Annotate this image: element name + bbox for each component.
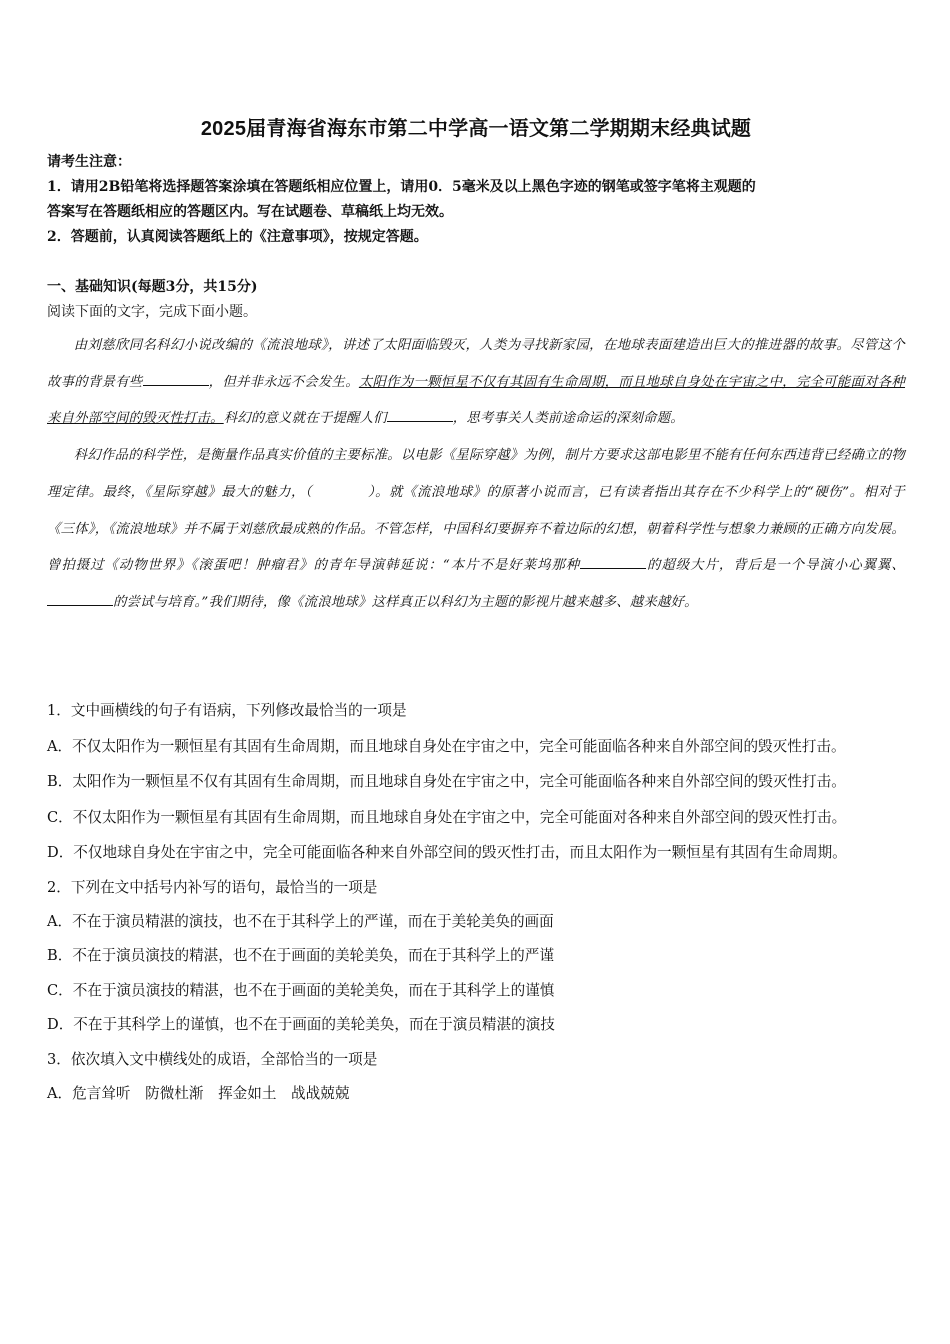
section-title: 一、基础知识(每题3分，共15分) bbox=[47, 279, 258, 295]
option-c: C．不仅太阳作为一颗恒星有其固有生命周期，而且地球自身处在宇宙之中，完全可能面对各种来自外部空间的毁灭性打击。 bbox=[47, 808, 847, 826]
underlined-sentence: 太阳作为一颗恒星不仅有其固有生命周期，而且地球自身处在宇宙之中，完全可能面对各种来自外部空间的毁灭性打击。 bbox=[47, 374, 906, 427]
option-d: D．不在于其科学上的谨慎，也不在于画面的美轮美奂，而在于演员精湛的演技 bbox=[47, 1016, 555, 1034]
passage-text: 的超级大片，背后是一个导演小心翼翼、 bbox=[646, 558, 905, 574]
passage-text: 科幻作品的科学性，是衡量作品真实价值的主要标准。以电影《星际穿越》为例，制片方要求这部电影里不能有任何东西违背已经确立的物理定律。最终，《星际穿越》最大的魅力，（ ）。就《流浪地球》的原著小说而言，已有读者指出其存在不少科学上的“硬伤”。相对于《三体》，《流浪地球》并不属于刘慈欣最成熟的作品。不管怎样，中国科幻要摒弃不着边际的幻想，朝着科学性与想象力兼顾的正确方向发展。曾拍摄过《动物世界》《滚蛋吧！肿瘤君》的青年导演韩延说：“本片不是好莱坞那种 bbox=[47, 448, 905, 574]
fill-blank-2 bbox=[387, 407, 453, 422]
passage-text: 科幻的意义就在于提醒人们 bbox=[223, 411, 387, 427]
fill-blank-3 bbox=[580, 554, 646, 569]
question-2 bbox=[47, 871, 905, 1043]
reading-passage bbox=[47, 328, 905, 622]
fill-blank-1 bbox=[143, 371, 209, 386]
option-d: D．不仅地球自身处在宇宙之中，完全可能面临各种来自外部空间的毁灭性打击，而且太阳作为一颗恒星有其固有生命周期。 bbox=[47, 844, 847, 861]
page-title: 2025届青海省海东市第二中学高一语文第二学期期末经典试题 bbox=[200, 118, 752, 140]
question-stem: 1．文中画横线的句子有语病，下列修改最恰当的一项是 bbox=[47, 702, 407, 719]
question-stem: 2．下列在文中括号内补写的语句，最恰当的一项是 bbox=[47, 878, 378, 896]
option-c: C．不在于演员演技的精湛，也不在于画面的美轮美奂，而在于其科学上的谨慎 bbox=[47, 981, 555, 999]
fill-blank-4 bbox=[47, 591, 113, 606]
section-instruction: 阅读下面的文字，完成下面小题。 bbox=[47, 304, 257, 320]
option-b: B．太阳作为一颗恒星不仅有其固有生命周期，而且地球自身处在宇宙之中，完全可能面临各种来自外部空间的毁灭性打击。 bbox=[47, 773, 846, 790]
passage-paragraph-2 bbox=[47, 438, 905, 622]
passage-text: ，思考事关人类前途命运的深刻命题。 bbox=[452, 411, 684, 427]
question-1 bbox=[47, 693, 905, 871]
section-header bbox=[47, 275, 905, 325]
option-a: A．不在于演员精湛的演技，也不在于其科学上的严谨，而在于美轮美奂的画面 bbox=[47, 912, 554, 930]
passage-text: 的尝试与培育。”我们期待，像《流浪地球》这样真正以科幻为主题的影视片越来越多、越来越好。 bbox=[113, 594, 698, 610]
notice-line: 答案写在答题纸相应的答题区内。写在试题卷、草稿纸上均无效。 bbox=[47, 204, 453, 220]
question-list bbox=[47, 693, 905, 1111]
notice-block bbox=[47, 150, 905, 250]
question-3 bbox=[47, 1043, 905, 1112]
passage-paragraph-1 bbox=[47, 328, 905, 438]
notice-heading: 请考生注意： bbox=[47, 154, 131, 170]
option-a: A．危言耸听 防微杜渐 挥金如土 战战兢兢 bbox=[47, 1084, 350, 1102]
option-a: A．不仅太阳作为一颗恒星有其固有生命周期，而且地球自身处在宇宙之中，完全可能面临各种来自外部空间的毁灭性打击。 bbox=[47, 737, 846, 755]
notice-line: 2．答题前，认真阅读答题纸上的《注意事项》，按规定答题。 bbox=[47, 229, 428, 245]
passage-text: ，但并非永远不会发生。 bbox=[208, 374, 359, 390]
notice-line: 1．请用2B铅笔将选择题答案涂填在答题纸相应位置上，请用0．5毫米及以上黑色字迹的钢笔或签字笔将主观题的 bbox=[47, 179, 756, 195]
question-stem: 3．依次填入文中横线处的成语，全部恰当的一项是 bbox=[47, 1050, 378, 1068]
option-b: B．不在于演员演技的精湛，也不在于画面的美轮美奂，而在于其科学上的严谨 bbox=[47, 947, 554, 965]
passage-text: 由刘慈欣同名科幻小说改编的《流浪地球》，讲述了太阳面临毁灭，人类为寻找新家园，在地球表面建造出巨大的推进器的故事。尽管这个故事的背景有些 bbox=[47, 338, 905, 390]
